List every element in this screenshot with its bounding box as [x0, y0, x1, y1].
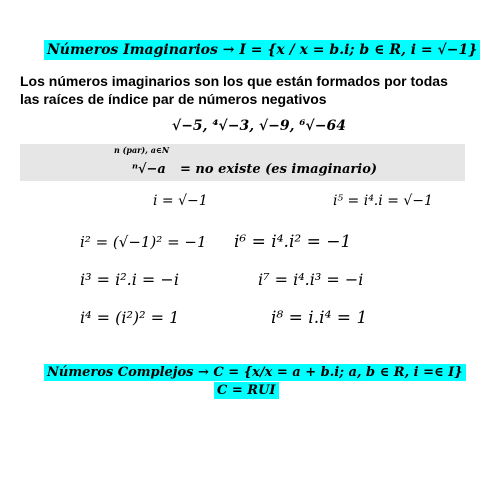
power-i3: i³ = i².i = −i [80, 270, 179, 289]
even-index-label: n (par), a∈N [114, 145, 170, 155]
even-index-result: = no existe (es imaginario) [180, 162, 378, 177]
complejos-heading: Números Complejos → C = {x/x = a + b.i; a, b ∈ R, i =∈ I} [44, 364, 466, 381]
power-i4: i⁴ = (i²)² = 1 [80, 308, 180, 327]
intro-text: Los números imaginarios son los que están formados por todas las raíces de índice par de números negativos [20, 73, 448, 107]
power-i6: i⁶ = i⁴.i² = −1 [234, 232, 352, 252]
even-index-expression: ⁿ√−a [132, 162, 166, 177]
power-i2: i² = (√−1)² = −1 [80, 233, 207, 251]
complejos-union: C = RUI [214, 382, 279, 399]
power-i5: i⁵ = i⁴.i = √−1 [333, 193, 433, 209]
power-i1: i = √−1 [153, 193, 208, 209]
imaginarios-heading: Números Imaginarios → I = {x / x = b.i; b ∈ R, i = √−1} [44, 40, 480, 60]
radicals-example: √−5, ⁴√−3, √−9, ⁶√−64 [172, 118, 346, 134]
power-i7: i⁷ = i⁴.i³ = −i [258, 270, 364, 289]
power-i8: i⁸ = i.i⁴ = 1 [271, 308, 368, 328]
